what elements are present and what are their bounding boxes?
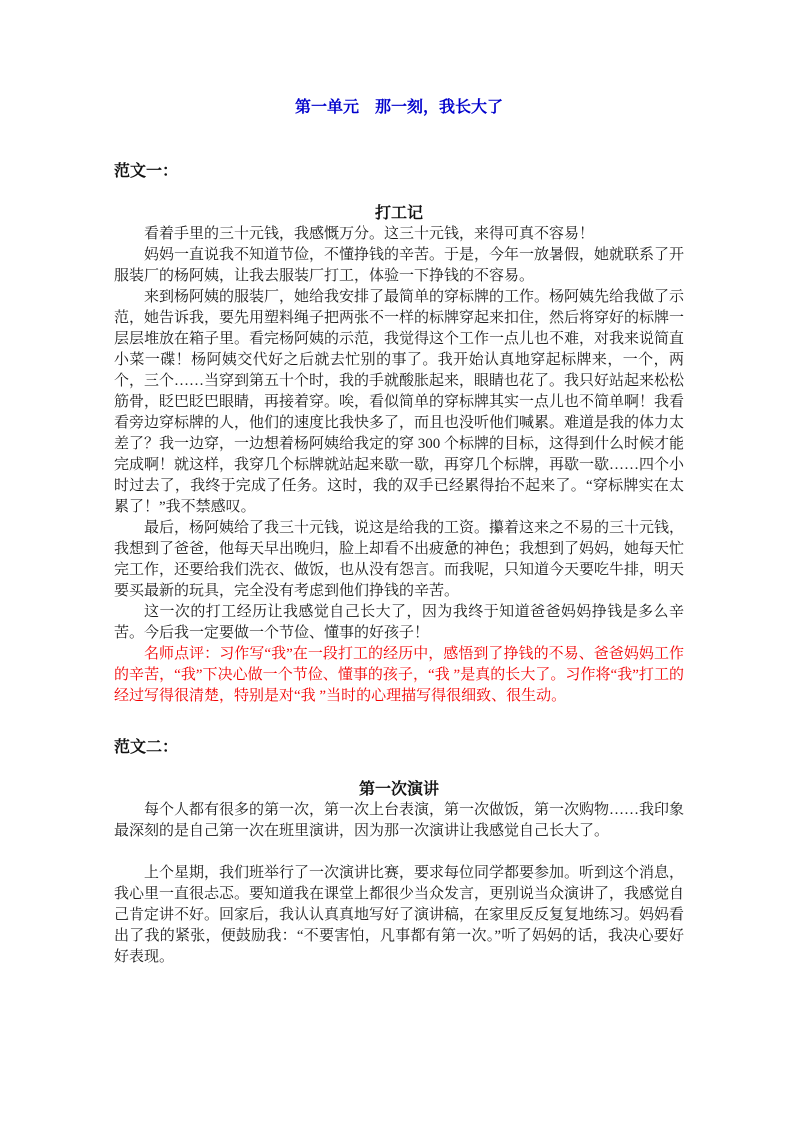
- essay1-paragraph-1: 看着手里的三十元钱，我感慨万分。这三十元钱，来得可真不容易！: [144, 226, 595, 242]
- document-content: [114, 97, 684, 968]
- essay2-label: 范文二：: [114, 739, 179, 756]
- teacher-comment: 名师点评：习作写“我”在一段打工的经历中，感悟到了挣钱的不易、爸爸妈妈工作的辛苦，“我”下决心做一个节俭、懂事的孩子，“我 ”是真的长大了。习作将“我”打工的经过写得很清楚，特别是对“我 ”当时的心理描写得很细致、很生动。: [114, 646, 684, 704]
- essay1-paragraph-2: 妈妈一直说我不知道节俭，不懂挣钱的辛苦。于是，今年一放暑假，她就联系了开服装厂的杨阿姨，让我去服装厂打工，体验一下挣钱的不容易。: [114, 247, 685, 284]
- essay1-label: 范文一：: [114, 163, 179, 180]
- essay2-title: 第一次演讲: [358, 781, 439, 798]
- essay1-paragraph-5: 这一次的打工经历让我感觉自己长大了，因为我终于知道爸爸妈妈挣钱是多么辛苦。今后我一定要做一个节俭、懂事的好孩子！: [114, 604, 684, 641]
- essay1-paragraph-4: 最后，杨阿姨给了我三十元钱，说这是给我的工资。攥着这来之不易的三十元钱，我想到了爸爸，他每天早出晚归，脸上却看不出疲惫的神色；我想到了妈妈，她每天忙完工作，还要给我们洗衣、做饭，也从没有怨言。而我呢，只知道今天要吃牛排，明天要买最新的玩具，完全没有考虑到他们挣钱的辛苦。: [114, 520, 685, 599]
- essay1-title: 打工记: [374, 205, 423, 222]
- essay2-paragraph-1: 每个人都有很多的第一次，第一次上台表演，第一次做饭，第一次购物……我印象最深刻的是自己第一次在班里演讲，因为那一次演讲让我感觉自己长大了。: [114, 802, 685, 839]
- essay2-paragraph-2: 上个星期，我们班举行了一次演讲比赛，要求每位同学都要参加。听到这个消息，我心里一直很忐忑。要知道我在课堂上都很少当众发言，更别说当众演讲了，我感觉自己肯定讲不好。回家后，我认认真真地写好了演讲稿，在家里反反复复地练习。妈妈看出了我的紧张，便鼓励我：“不要害怕，凡事都有第一次。”听了妈妈的话，我决心要好好表现。: [114, 865, 685, 965]
- unit-title: 第一单元 那一刻，我长大了: [294, 99, 503, 116]
- essay1-paragraph-3: 来到杨阿姨的服装厂，她给我安排了最简单的穿标牌的工作。杨阿姨先给我做了示范，她告诉我，要先用塑料绳子把两张不一样的标牌穿起来扣住，然后将穿好的标牌一层层堆放在箱子里。看完杨阿姨的示范，我觉得这个工作一点儿也不难，对我来说简直小菜一碟！杨阿姨交代好之后就去忙别的事了。我开始认真地穿起标牌来，一个，两个，三个……当穿到第五十个时，我的手就酸胀起来，眼睛也花了。我只好站起来松松筋骨，眨巴眨巴眼睛，再接着穿。唉，看似简单的穿标牌其实一点儿也不简单啊！我看看旁边穿标牌的人，他们的速度比我快多了，而且也没听他们喊累。难道是我的体力太差了？我一边穿，一边想着杨阿姨给我定的穿 300 个标牌的目标，这得到什么时候才能完成啊！就这样，我穿几个标牌就站起来歇一歇，再穿几个标牌，再歇一歇……四个小时过去了，我终于完成了任务。这时，我的双手已经累得抬不起来了。“穿标牌实在太累了！”我不禁感叹。: [114, 289, 685, 515]
